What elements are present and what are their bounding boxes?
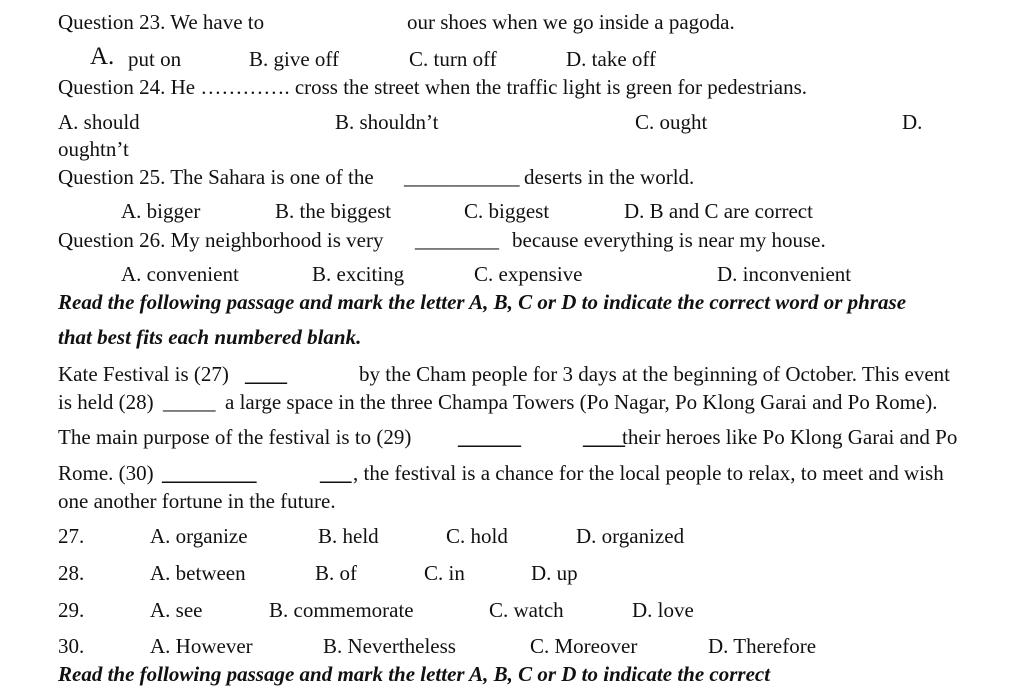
- answer-28-option-d: D. up: [531, 561, 578, 585]
- answer-28-number: 28.: [58, 561, 85, 585]
- instruction-line-1: Read the following passage and mark the letter A, B, C or D to indicate the correct word or phrase: [58, 290, 907, 314]
- q24-option-c: C. ought: [635, 110, 708, 134]
- q25-stem-end: deserts in the world.: [524, 165, 695, 189]
- q26-option-d: D. inconvenient: [717, 262, 852, 286]
- q25-option-b: B. the biggest: [275, 199, 392, 223]
- q23-option-a-letter: A.: [90, 43, 115, 70]
- passage-line-5: one another fortune in the future.: [58, 489, 336, 513]
- q23-stem-start: Question 23. We have to: [58, 10, 265, 34]
- answer-28-option-b: B. of: [315, 561, 357, 585]
- q26-option-c: C. expensive: [474, 262, 583, 286]
- answer-27-number: 27.: [58, 524, 85, 548]
- q24-option-d-text: oughtn’t: [58, 137, 129, 161]
- q24-option-d-letter: D.: [902, 110, 923, 134]
- q24-stem: Question 24. He …………. cross the street when the traffic light is green for pedestrians.: [58, 75, 808, 99]
- next-instruction-cutoff: Read the following passage and mark the letter A, B, C or D to indicate the correct: [58, 662, 771, 686]
- blank-27: ____: [245, 362, 287, 386]
- answer-27-option-a: A. organize: [150, 524, 248, 548]
- answer-28-option-a: A. between: [150, 561, 246, 585]
- answer-30-number: 30.: [58, 634, 85, 658]
- answer-29-option-d: D. love: [632, 598, 694, 622]
- answer-29-option-a: A. see: [150, 598, 203, 622]
- answer-30-option-a: A. However: [150, 634, 253, 658]
- q25-blank: ___________: [404, 165, 520, 189]
- blank-30-continued: ___: [320, 461, 352, 485]
- answer-30-option-d: D. Therefore: [708, 634, 817, 658]
- q25-option-a: A. bigger: [121, 199, 201, 223]
- q23-option-c: C. turn off: [409, 47, 497, 71]
- passage-line-4-end: , the festival is a chance for the local people to relax, to meet and wish: [353, 461, 944, 485]
- passage-line-2-end: a large space in the three Champa Towers (Po Nagar, Po Klong Garai and Po Rome).: [225, 390, 938, 414]
- q26-stem-end: because everything is near my house.: [512, 228, 826, 252]
- answer-28-option-c: C. in: [424, 561, 465, 585]
- instruction-line-2: that best fits each numbered blank.: [58, 325, 362, 349]
- q23-stem-end: our shoes when we go inside a pagoda.: [407, 10, 735, 34]
- q26-option-b: B. exciting: [312, 262, 405, 286]
- q24-option-a: A. should: [58, 110, 140, 134]
- passage-line-3-start: The main purpose of the festival is to (29): [58, 425, 412, 449]
- answer-27-option-b: B. held: [318, 524, 379, 548]
- passage-line-1-start: Kate Festival is (27): [58, 362, 229, 386]
- q26-blank: ________: [415, 228, 499, 252]
- answer-27-option-d: D. organized: [576, 524, 685, 548]
- q25-option-d: D. B and C are correct: [624, 199, 813, 223]
- blank-29-continued: ____: [583, 425, 625, 449]
- answer-27-option-c: C. hold: [446, 524, 508, 548]
- q23-option-d: D. take off: [566, 47, 656, 71]
- blank-28: _____: [163, 390, 216, 414]
- q26-option-a: A. convenient: [121, 262, 239, 286]
- answer-29-option-c: C. watch: [489, 598, 564, 622]
- passage-line-3-end: their heroes like Po Klong Garai and Po: [622, 425, 958, 449]
- q25-stem-start: Question 25. The Sahara is one of the: [58, 165, 374, 189]
- q23-option-b: B. give off: [249, 47, 340, 71]
- blank-29: ______: [458, 425, 521, 449]
- passage-line-2-start: is held (28): [58, 390, 154, 414]
- q26-stem-start: Question 26. My neighborhood is very: [58, 228, 384, 252]
- answer-29-option-b: B. commemorate: [269, 598, 414, 622]
- answer-30-option-b: B. Nevertheless: [323, 634, 456, 658]
- answer-29-number: 29.: [58, 598, 85, 622]
- q24-option-b: B. shouldn’t: [335, 110, 439, 134]
- passage-line-1-end: by the Cham people for 3 days at the beginning of October. This event: [359, 362, 950, 386]
- answer-30-option-c: C. Moreover: [530, 634, 638, 658]
- blank-30: _________: [162, 461, 257, 485]
- q25-option-c: C. biggest: [464, 199, 550, 223]
- passage-line-4-start: Rome. (30): [58, 461, 154, 485]
- q23-option-a-text: put on: [128, 47, 182, 71]
